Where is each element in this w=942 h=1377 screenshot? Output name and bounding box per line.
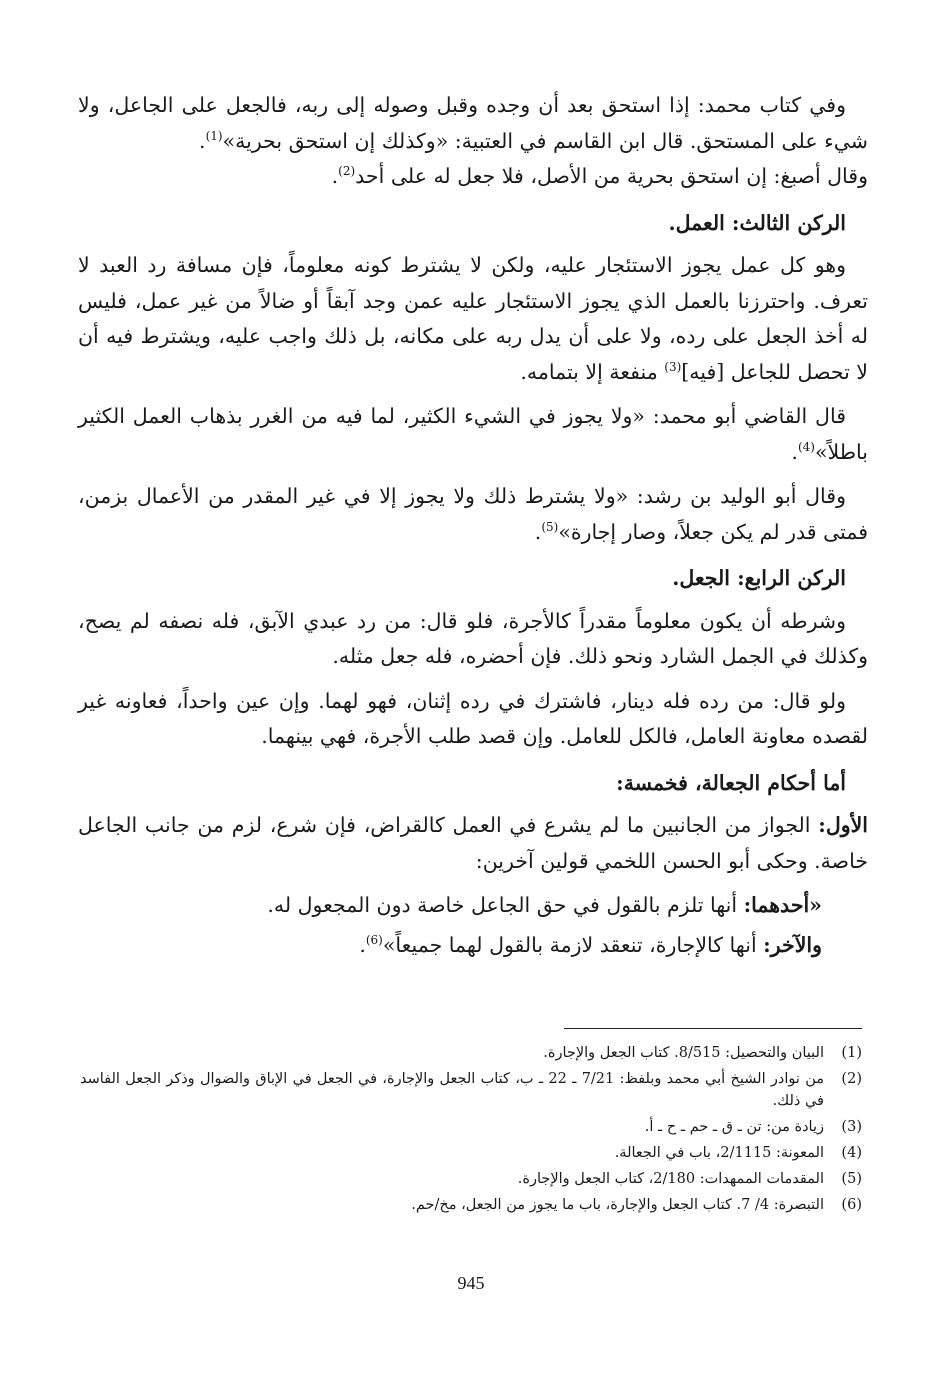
paragraph-tail: . (791, 439, 798, 464)
footnote-item (80, 1142, 862, 1164)
footnote-number: (4) (841, 1145, 862, 1161)
footnote-separator (564, 1028, 862, 1029)
footnote-number: (6) (841, 1197, 862, 1213)
footnote-number: (3) (841, 1119, 862, 1135)
paragraph-jul-condition: وشرطه أن يكون معلوماً مقدراً كالأجرة، فلو قال: من رد عبدي الآبق، فله نصفه لم يصح، وكذلك في الجمل الشارد ونحو ذلك. فإن أحضره، فله جعل مثله. (78, 608, 868, 668)
footnote-number: (5) (841, 1171, 862, 1187)
footnote-ref: (5) (541, 519, 559, 534)
paragraph-qadi-abu-muhammad (78, 399, 868, 470)
paragraph-text: قال القاضي أبو محمد: «ولا يجوز في الشيء الكثير، لما فيه من الغرر بذهاب العمل الكثير باطلاً» (78, 404, 868, 464)
paragraph-amal-definition (78, 248, 868, 390)
paragraph-text: وهو كل عمل يجوز الاستئجار عليه، ولكن لا يشترط كونه معلوماً، فإن مسافة رد العبد لا تعرف. واحترزنا بالعمل الذي يجوز الاستئجار عليه عمن وجد آبقاً أو ضالاً من غير عمل، فليس له أخذ الجعل على رده، ولا على أن يدل ربه على مكانه، بل ذلك واجب عليه، ويشترط فيه أن لا تحصل للجاعل [فيه] (78, 253, 868, 384)
paragraph-first-ruling (78, 808, 868, 879)
paragraph-shared-return: ولو قال: من رده فله دينار، فاشترك في رده إثنان، فهو لهما. وإن عين واحداً، فعاونه غير لقصده معاونة العامل، فالكل للعامل. وإن قصد طلب الأجرة، فهي بينهما. (78, 688, 868, 748)
footnote-text: المقدمات الممهدات: 2/180، كتاب الجعل والإجارة. (517, 1171, 824, 1187)
footnote-item (80, 1042, 862, 1064)
sub-opinion-one (78, 888, 868, 924)
opinion-text: أنها كالإجارة، تنعقد لازمة بالقول لهما جميعاً» (382, 932, 764, 957)
footnote-text: زيادة من: تن ـ ق ـ حم ـ ح ـ أ. (644, 1119, 824, 1135)
paragraph-ibn-rushd (78, 479, 868, 550)
footnote-item (80, 1168, 862, 1190)
footnote-ref: (6) (365, 932, 383, 947)
paragraph-tail: . (331, 164, 339, 188)
paragraph-text: وقال أبو الوليد بن رشد: «ولا يشترط ذلك ولا يجوز إلا في غير المقدر من الأعمال بزمن، فمتى قدر لم يكن جعلاً، وصار إجارة» (78, 484, 868, 544)
section-heading-amal: الركن الثالث: العمل. (668, 210, 846, 235)
opinion-lead: والآخر: (763, 932, 822, 957)
opinion-text: أنها تلزم بالقول في حق الجاعل خاصة دون المجعول له. (267, 893, 744, 917)
paragraph-text: الجواز من الجانبين ما لم يشرع في العمل كالقراض، فإن شرع، لزم من جانب الجاعل خاصة. وحكى أبو الحسن اللخمي قولين آخرين: (78, 813, 868, 873)
footnote-number: (1) (841, 1045, 862, 1061)
opinion-tail: . (359, 932, 366, 957)
page-number: 945 (457, 1273, 485, 1293)
paragraph-tail: . (534, 519, 542, 544)
paragraph-tail: . (199, 128, 206, 153)
footnote-item (80, 1194, 862, 1216)
section-heading-ahkam: أما أحكام الجعالة، فخمسة: (616, 770, 846, 795)
footnote-number: (2) (841, 1071, 862, 1087)
footnote-ref: (2) (338, 164, 356, 179)
footnote-item (80, 1116, 862, 1138)
footnote-text: البيان والتحصيل: 8/515. كتاب الجعل والإجارة. (543, 1045, 824, 1061)
footnote-text: من نوادر الشيخ أبي محمد وبلفظ: 7/21 ـ 22 ـ ب، كتاب الجعل والإجارة، في الجعل في الإباق والضوال وذكر الجعل الفاسد في ذلك. (80, 1071, 825, 1109)
paragraph-tail: منفعة إلا بتمامه. (520, 359, 665, 384)
paragraph-kitab-muhammad (78, 88, 868, 195)
footnote-text: المعونة: 2/1115، باب في الجعالة. (614, 1145, 824, 1161)
footnote-text: التبصرة: 4/ 7. كتاب الجعل والإجارة، باب ما يجوز من الجعل، مخ/حم. (411, 1197, 824, 1213)
sub-opinion-two (78, 928, 868, 964)
footnote-ref: (4) (797, 439, 815, 454)
opinion-lead: «أحدهما: (743, 893, 822, 917)
footnote-ref: (3) (664, 359, 682, 374)
footnote-ref: (1) (205, 128, 223, 143)
footnotes (80, 1042, 862, 1220)
document-page (78, 88, 868, 967)
paragraph-text: وفي كتاب محمد: إذا استحق بعد أن وجده وقبل وصوله إلى ربه، فالجعل على الجاعل، ولا شيء على المستحق. قال ابن القاسم في العتبية: «وكذلك إن استحق بحرية» (78, 93, 868, 153)
footnote-item (80, 1068, 862, 1112)
paragraph-text: وقال أصبغ: إن استحق بحرية من الأصل، فلا جعل له على أحد (355, 164, 868, 188)
section-heading-jul: الركن الرابع: الجعل. (672, 566, 846, 590)
ruling-lead: الأول: (818, 813, 868, 837)
